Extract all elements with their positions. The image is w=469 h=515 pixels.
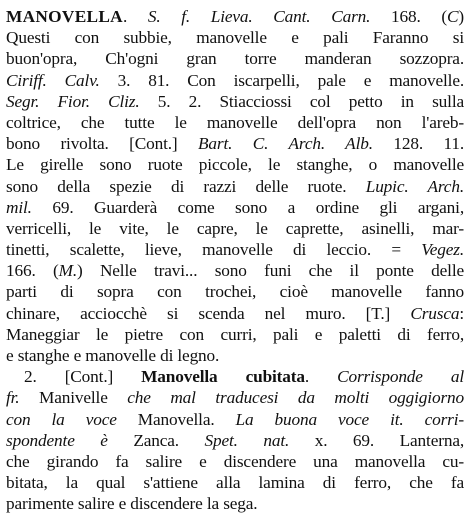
text-run: 168. ( bbox=[370, 7, 447, 26]
text-run: parti di sopra con trochei, cioè manovelle fanno bbox=[6, 282, 464, 302]
text-run: bitata, la qual s'attiene alla lamina di ferro, che fa bbox=[6, 473, 464, 493]
italic-text: Segr. Fior. Cliz. bbox=[6, 91, 140, 111]
entry-line bbox=[6, 133, 464, 154]
text-run: verricelli, le vite, le capre, le caprette, asinelli, mar- bbox=[6, 218, 464, 238]
italic-text: mil. bbox=[6, 197, 32, 217]
text-run: . bbox=[122, 7, 148, 26]
entry-line bbox=[6, 154, 464, 175]
text-run: 69. Guarderà come sono a ordine gli argani, bbox=[31, 197, 464, 217]
entry-line bbox=[6, 409, 464, 430]
entry-line bbox=[6, 239, 464, 260]
entry-line bbox=[6, 430, 464, 451]
italic-text: fr. bbox=[6, 388, 20, 408]
italic-text: Crusca bbox=[410, 303, 460, 323]
text-run: e stanghe e manovelle di legno. bbox=[6, 346, 220, 365]
italic-text: C bbox=[447, 7, 459, 26]
entry-line bbox=[6, 48, 464, 69]
text-run: x. 69. Lanterna, bbox=[289, 430, 464, 450]
headword: MANOVELLA bbox=[6, 7, 123, 26]
text-run: 3. 81. Con iscarpelli, pale e manovelle. bbox=[99, 70, 464, 90]
entry-line bbox=[6, 6, 464, 27]
italic-text: Bart. C. Arch. Alb. bbox=[198, 134, 373, 154]
text-run: 128. 11. bbox=[372, 134, 464, 154]
entry-line bbox=[6, 451, 464, 472]
bold-term: Manovella cubitata bbox=[141, 367, 305, 387]
text-run: parimente salire e discendere la sega. bbox=[6, 494, 258, 514]
text-run: Manovella. bbox=[116, 409, 236, 429]
italic-text: che mal traducesi da molti oggigiorno bbox=[127, 388, 464, 408]
entry-line bbox=[6, 387, 464, 408]
entry-line bbox=[6, 218, 464, 239]
text-run: ) Nelle travi... sono funi che il ponte delle bbox=[77, 261, 464, 281]
italic-text: con la voce bbox=[6, 409, 117, 429]
entry-line bbox=[6, 27, 464, 48]
entry-line bbox=[6, 91, 464, 112]
text-run: chinare, acciocchè si scenda nel muro. [T.] bbox=[6, 303, 411, 323]
text-run: che girando fa salire e discendere una manovella cu- bbox=[6, 451, 464, 471]
text-run: 166. ( bbox=[6, 261, 59, 281]
text-run: Maneggiar le pietre con curri, pali e paletti di ferro, bbox=[6, 324, 464, 344]
italic-text: Corrisponde al bbox=[337, 367, 464, 387]
entry-line bbox=[6, 176, 464, 197]
entry-line bbox=[6, 260, 464, 281]
text-run: bono rivolta. [Cont.] bbox=[6, 134, 199, 154]
text-run: coltrice, che tutte le manovelle dell'opra non l'areb- bbox=[6, 112, 464, 132]
text-run: buon'opra, Ch'ogni gran torre manderan sozzopra. bbox=[6, 49, 464, 69]
text-run: Questi con subbie, manovelle e pali Faranno si bbox=[6, 28, 464, 48]
entry-line bbox=[6, 281, 464, 302]
text-run: 2. [Cont.] bbox=[24, 367, 142, 387]
text-run: Manivelle bbox=[19, 388, 128, 408]
text-run: 5. 2. Stiacciossi col petto in sulla bbox=[139, 91, 464, 111]
entry-line bbox=[6, 303, 464, 324]
italic-text: spondente è bbox=[6, 430, 108, 450]
entry-line bbox=[6, 345, 464, 366]
italic-text: Spet. nat. bbox=[204, 430, 290, 450]
text-run: Zanca. bbox=[107, 430, 205, 450]
text-run: Le girelle sono ruote piccole, le stanghe, o manovelle bbox=[6, 155, 464, 175]
italic-text: Lupic. Arch. bbox=[365, 176, 464, 196]
entry-line bbox=[6, 366, 464, 387]
entry-line bbox=[6, 493, 464, 514]
entry-line bbox=[6, 324, 464, 345]
entry-line bbox=[6, 472, 464, 493]
italic-text: S. f. Lieva. Cant. Carn. bbox=[147, 7, 371, 26]
text-run: ) bbox=[458, 7, 464, 26]
dictionary-entry bbox=[6, 6, 464, 515]
text-run: . bbox=[304, 367, 338, 387]
italic-text: Vegez. bbox=[421, 240, 464, 260]
entry-line bbox=[6, 197, 464, 218]
italic-text: La buona voce it. corri- bbox=[235, 409, 464, 429]
italic-text: Ciriff. Calv. bbox=[6, 70, 100, 90]
text-run: : bbox=[459, 303, 464, 323]
text-run: tinetti, scalette, lieve, manovelle di leccio. = bbox=[6, 240, 422, 260]
text-run: sono della spezie di razzi delle ruote. bbox=[6, 176, 366, 196]
entry-line bbox=[6, 70, 464, 91]
entry-line bbox=[6, 112, 464, 133]
italic-text: M. bbox=[58, 261, 78, 281]
